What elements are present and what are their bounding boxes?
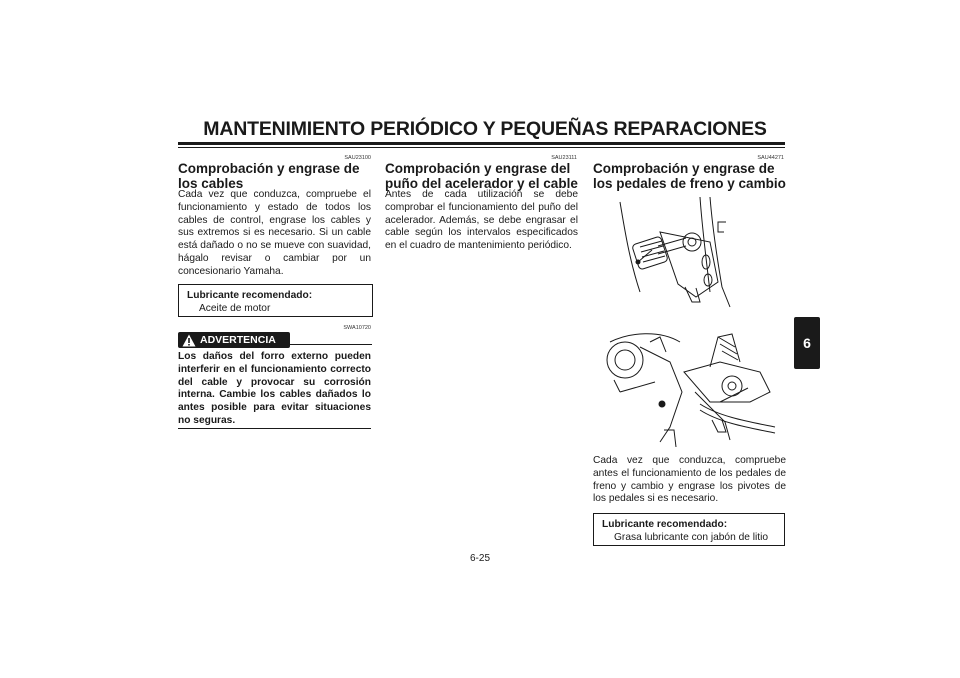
page-title: MANTENIMIENTO PERIÓDICO Y PEQUEÑAS REPARACIONES	[203, 118, 767, 140]
warning-code: SWA10720	[343, 325, 371, 331]
section-heading-throttle: Comprobación y engrase del puño del acelerador y el cable	[385, 161, 578, 191]
section-heading-pedals: Comprobación y engrase de los pedales de freno y cambio	[593, 161, 786, 191]
warning-text: Los daños del forro externo pueden interferir en el funcionamiento correcto del cable y provocar su corrosión interna. Cambie los cables dañados lo antes posible para evitar situaciones no seguras.	[178, 351, 371, 426]
warning-triangle-icon	[182, 334, 196, 347]
section-code: SAU44271	[757, 155, 784, 161]
title-rule-thin	[178, 147, 785, 148]
lubricant-title: Lubricante recomendado:	[187, 290, 313, 301]
warning-label: ADVERTENCIA	[200, 334, 276, 346]
lubricant-value: Grasa lubricante con jabón de litio	[614, 531, 769, 543]
section-body-cables: Cada vez que conduzca, compruebe el funcionamiento y estado de todos los cables de control, engrase los cables y sus extremos si es necesario. Si un cable está dañado o no se mueve con suavidad, hágalo revisar o cambiar por un concesionario Yamaha.	[178, 189, 371, 277]
section-body-throttle: Antes de cada utilización se debe comprobar el funcionamiento del puño del acelerador. Además, se debe engrasar el cable según los intervalos especificados en el cuadro de mantenimiento periódico.	[385, 189, 578, 252]
section-code: SAU23111	[551, 155, 577, 161]
title-rule	[178, 142, 785, 145]
lubricant-box	[593, 513, 785, 546]
page-number: 6-25	[469, 553, 490, 564]
warning-rule	[290, 344, 372, 345]
section-heading-cables: Comprobación y engrase de los cables	[178, 161, 360, 191]
lubricant-value: Aceite de motor	[199, 302, 271, 314]
section-code: SAU23100	[344, 155, 371, 161]
warning-badge	[178, 332, 290, 348]
section-body-pedals: Cada vez que conduzca, compruebe antes el funcionamiento de los pedales de freno y cambio y engrase los pivotes de los pedales si es necesario.	[593, 455, 786, 505]
warning-end-rule	[178, 428, 371, 429]
shift-pedal-illustration	[600, 192, 780, 312]
brake-pedal-illustration	[600, 322, 780, 452]
chapter-tab: 6	[794, 317, 820, 369]
lubricant-title: Lubricante recomendado:	[602, 519, 728, 530]
lubricant-box	[178, 284, 373, 317]
